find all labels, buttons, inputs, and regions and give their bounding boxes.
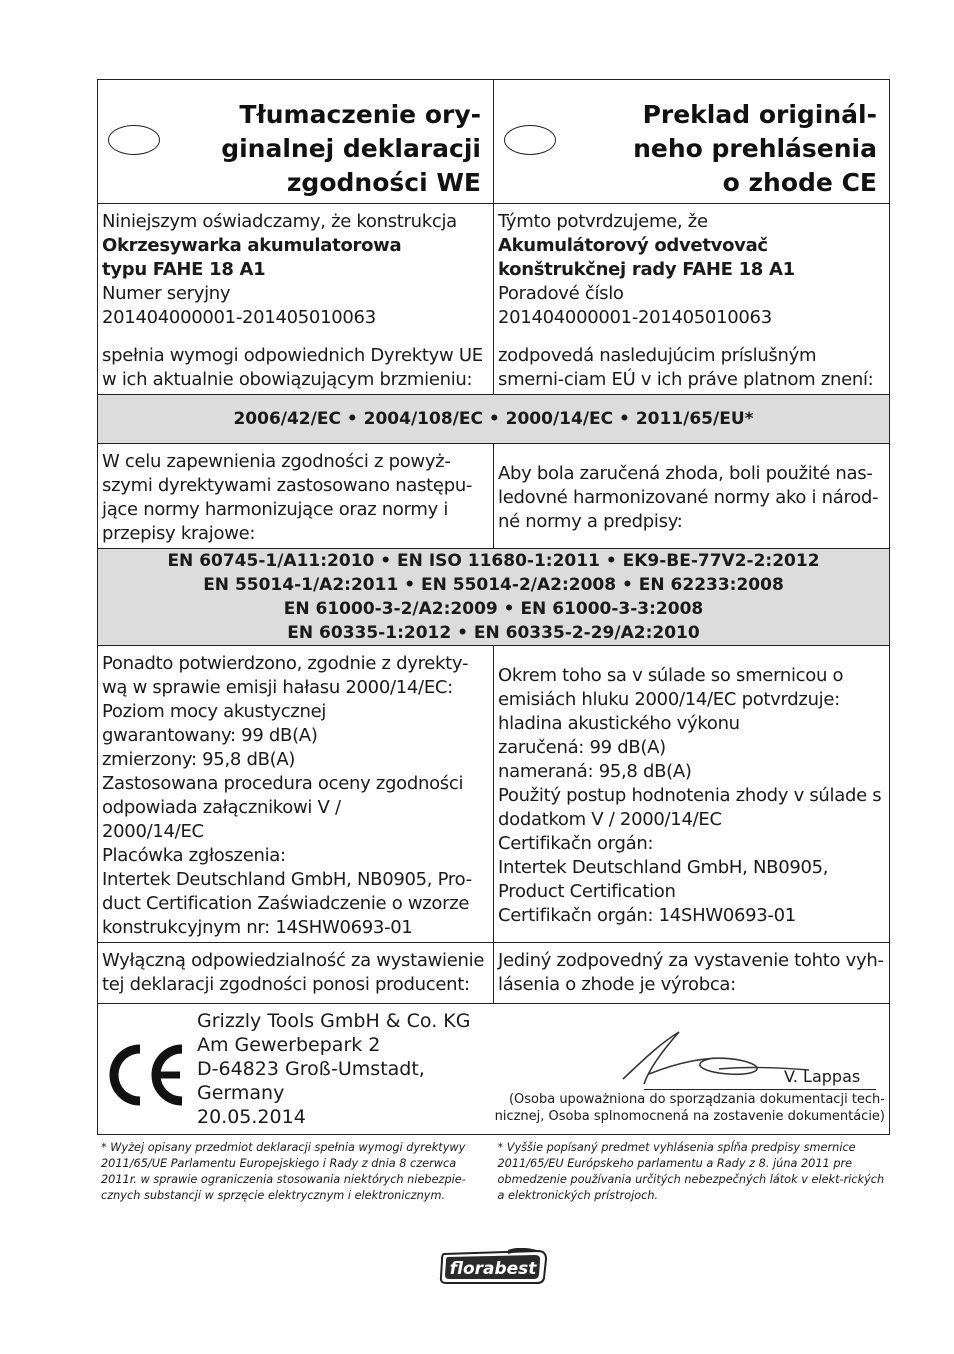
standards-line: EN 60745-1/A11:2010 • EN ISO 11680-1:2011 • EK9-BE-77V2-2:2012 (167, 551, 820, 571)
responsibility-text: Wyłączną odpowiedzialność za wystawienie tej deklaracji zgodności ponosi producent: (102, 950, 485, 995)
noise-line: konstrukcyjnym nr: 14SHW0693-01 (102, 917, 413, 938)
manufacturer-line: Am Gewerbepark 2 (197, 1034, 381, 1056)
standards-intro-text: W celu zapewnienia zgodności z powyż-szymi dyrektywami zastosowano następu-jące normy harmonizujące oraz normy i przepisy krajowe: (102, 451, 473, 544)
responsibility-sk (494, 943, 890, 1004)
serial-number: 201404000001-201405010063 (498, 307, 772, 328)
signatory-note (494, 1091, 885, 1125)
standards-intro-pl (98, 444, 494, 549)
language-oval-icon (108, 125, 160, 155)
signatory-note-line: nicznej, Osoba splnomocnená na zostavenie dokumentácie) (494, 1109, 885, 1124)
noise-pl (98, 646, 494, 943)
noise-line: dodatkom V / 2000/14/EC (498, 809, 722, 830)
noise-line: zmierzony: 95,8 dB(A) (102, 749, 296, 770)
responsibility-pl (98, 943, 494, 1004)
language-oval-icon (504, 125, 556, 155)
product-type: konštrukčnej rady FAHE 18 A1 (498, 259, 795, 280)
noise-line: Intertek Deutschland GmbH, NB0905, Pro- (102, 869, 472, 890)
footnote-sk: * Vyššie popísaný predmet vyhlásenia spĺňa predpisy smernice 2011/65/EU Európskeho parlamentu a Rady z 8. júna 2011 pre obmedzenie používania určitých nebezpečných látok v elekt-rických a elektronických prístrojoch. (497, 1141, 885, 1202)
standards-line: EN 61000-3-2/A2:2009 • EN 61000-3-3:2008 (283, 599, 704, 619)
signature-line (644, 1089, 876, 1090)
noise-line: Ponadto potwierdzono, zgodnie z dyrekty- (102, 653, 469, 674)
noise-line: Product Certification (498, 881, 676, 902)
standards-intro-sk (494, 444, 890, 549)
noise-line: Certifikačn orgán: (498, 833, 654, 854)
noise-line: duct Certification Zaświadczenie o wzorze (102, 893, 470, 914)
noise-line: hladina akustického výkonu (498, 713, 740, 734)
intro-text: Niniejszym oświadczamy, że konstrukcja (102, 211, 457, 232)
title-sk-line: neho prehlásenia (633, 134, 877, 163)
declaration-table (97, 79, 890, 1135)
title-sk-line: Preklad originál- (642, 100, 877, 129)
noise-line: wą w sprawie emisji hałasu 2000/14/EC: (102, 677, 453, 698)
intro-text: Týmto potvrdzujeme, že (498, 211, 708, 232)
noise-line: zaručená: 99 dB(A) (498, 737, 666, 758)
header-pl (98, 80, 494, 204)
manufacturer-line: D-64823 Groß-Umstadt, (197, 1058, 425, 1080)
title-pl-line: Tłumaczenie ory- (239, 100, 481, 129)
noise-line: Certifikačn orgán: 14SHW0693-01 (498, 905, 796, 926)
noise-sk (494, 646, 890, 943)
product-name: Akumulátorový odvetvovač (498, 235, 768, 256)
ce-mark-icon (102, 1041, 186, 1109)
standards-intro-text: Aby bola zaručená zhoda, boli použité nas-ledovné harmonizované normy ako i národ-né normy a predpisy: (498, 463, 879, 532)
serial-label: Poradové číslo (498, 283, 624, 304)
noise-line: Zastosowana procedura oceny zgodności (102, 773, 464, 794)
intro-sk (494, 204, 890, 395)
header-sk (494, 80, 890, 204)
product-type: typu FAHE 18 A1 (102, 259, 266, 280)
standards-line: EN 55014-1/A2:2011 • EN 55014-2/A2:2008 • EN 62233:2008 (203, 575, 784, 595)
brand-name: florabest (449, 1259, 537, 1279)
noise-line: Okrem toho sa v súlade so smernicou o (498, 665, 844, 686)
manufacturer-address (197, 1009, 470, 1129)
compliance-text: zodpovedá nasledujúcim príslušným smerni-ciam EÚ v ich práve platnom znení: (498, 345, 874, 390)
florabest-logo (438, 1248, 550, 1286)
serial-number: 201404000001-201405010063 (102, 307, 376, 328)
footnotes (97, 1140, 890, 1204)
product-name: Okrzesywarka akumulatorowa (102, 235, 402, 256)
title-sk (633, 98, 877, 200)
signatory-name: V. Lappas (784, 1067, 861, 1086)
noise-line: gwarantowany: 99 dB(A) (102, 725, 318, 746)
directives-band: 2006/42/EC • 2004/108/EC • 2000/14/EC • 2011/65/EU* (98, 395, 890, 444)
serial-label: Numer seryjny (102, 283, 231, 304)
title-sk-line: o zhode CE (722, 168, 877, 197)
manufacturer-line: Germany (197, 1082, 285, 1104)
noise-line: emisiách hluku 2000/14/EC potvrdzuje: (498, 689, 840, 710)
compliance-text: spełnia wymogi odpowiednich Dyrektyw UE w ich aktualnie obowiązującym brzmieniu: (102, 345, 483, 390)
standards-line: EN 60335-1:2012 • EN 60335-2-29/A2:2010 (287, 623, 700, 643)
signature-block (494, 1004, 891, 1134)
signatory-note-line: (Osoba upoważniona do sporządzania dokumentacji tech- (508, 1092, 885, 1107)
noise-line: Použitý postup hodnotenia zhody v súlade s (498, 785, 882, 806)
noise-line: nameraná: 95,8 dB(A) (498, 761, 692, 782)
title-pl-line: zgodności WE (286, 168, 481, 197)
noise-line: Intertek Deutschland GmbH, NB0905, (498, 857, 829, 878)
footnote-pl: * Wyżej opisany przedmiot deklaracji spełnia wymogi dyrektywy 2011/65/UE Parlamentu Europejskiego i Rady z dnia 8 czerwca 2011r. w sprawie ograniczenia stosowania niektórych niebezpie-cznych substancji w sprzęcie elektrycznym i elektronicznym. (101, 1141, 466, 1202)
standards-band (98, 549, 890, 646)
noise-line: Placówka zgłoszenia: (102, 845, 286, 866)
intro-pl (98, 204, 494, 395)
responsibility-text: Jediný zodpovedný za vystavenie tohto vyh-lásenia o zhode je výrobca: (498, 950, 884, 995)
title-pl-line: ginalnej deklaracji (221, 134, 481, 163)
manufacturer-date: 20.05.2014 (197, 1106, 306, 1128)
title-pl (221, 98, 481, 200)
noise-line: 2000/14/EC (102, 821, 204, 842)
signature-row (98, 1004, 890, 1135)
noise-line: Poziom mocy akustycznej (102, 701, 327, 722)
manufacturer-line: Grizzly Tools GmbH & Co. KG (197, 1010, 471, 1032)
noise-line: odpowiada załącznikowi V / (102, 797, 341, 818)
declaration-document (97, 79, 890, 1204)
